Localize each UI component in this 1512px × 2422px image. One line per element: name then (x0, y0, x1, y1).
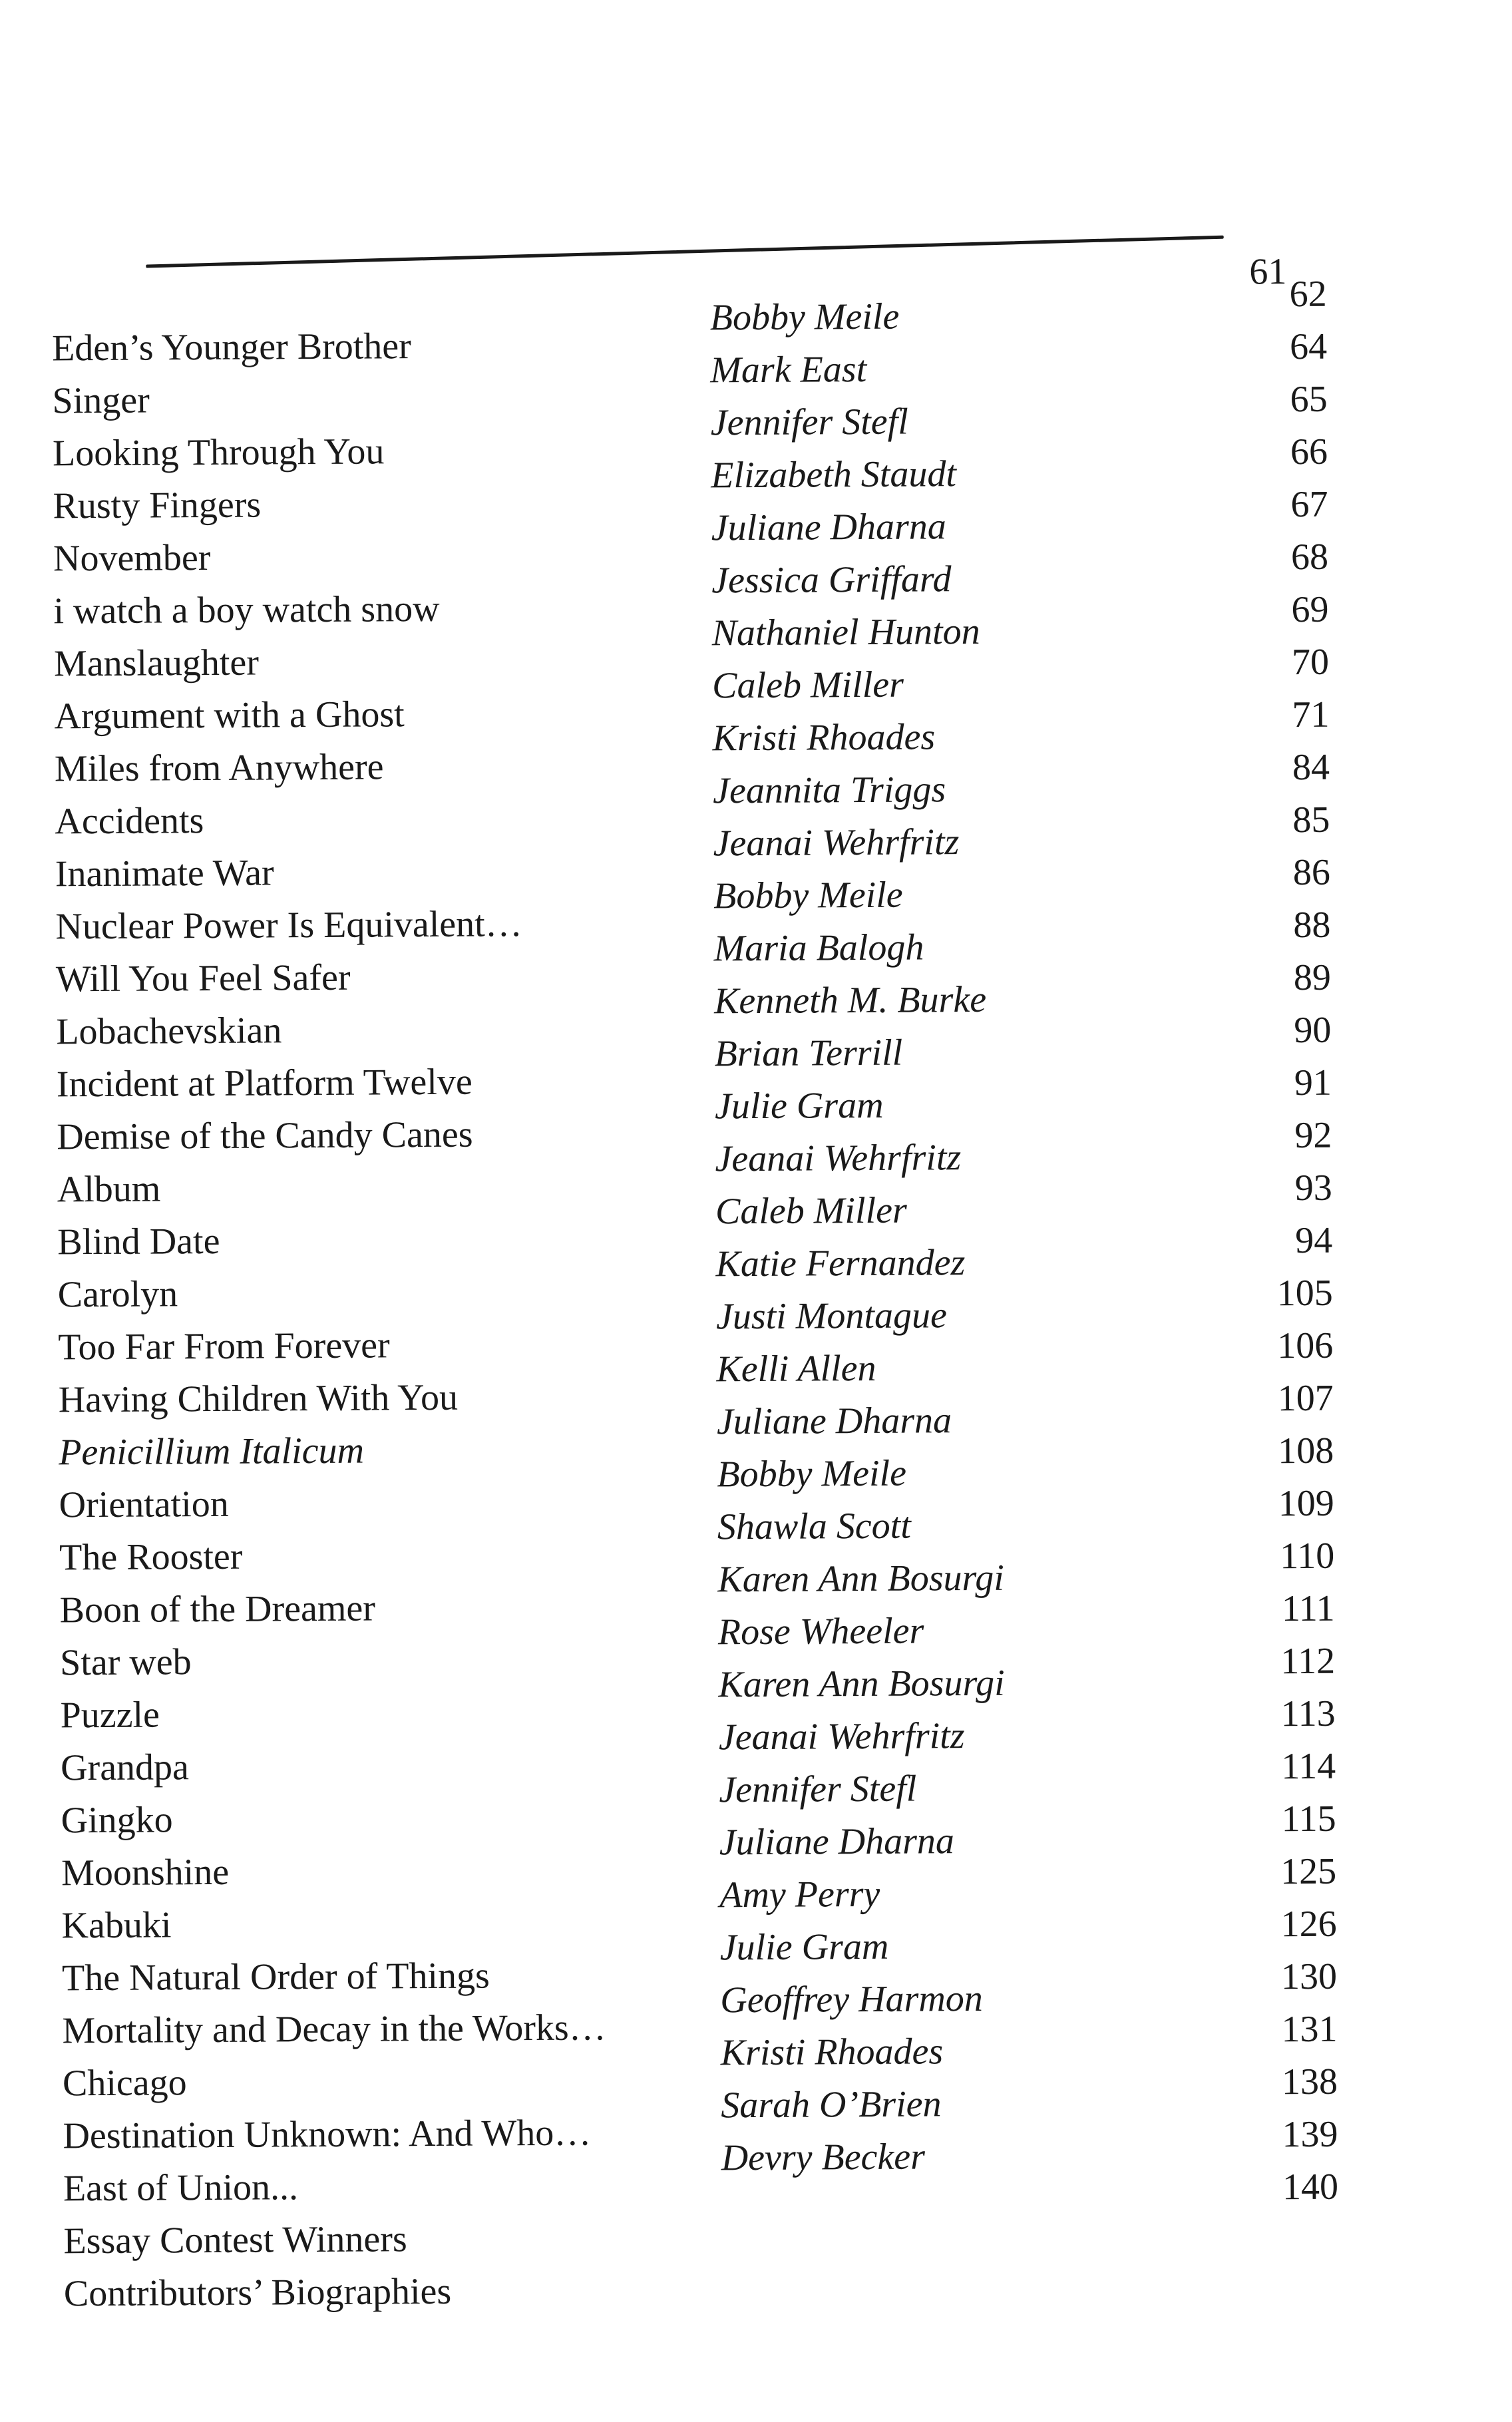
toc-entry-page: 131 (1281, 2008, 1338, 2051)
toc-entry-title: Inanimate War (55, 852, 274, 895)
toc-entry-title: Looking Through You (52, 431, 385, 475)
toc-entry-author: Kristi Rhoades (720, 2031, 944, 2074)
toc-entry-author: Caleb Miller (715, 1189, 907, 1233)
toc-entry-author: Shawla Scott (717, 1505, 911, 1548)
toc-entry-title: Carolyn (57, 1273, 178, 1316)
toc-entry-title: Orientation (59, 1483, 229, 1526)
toc-entry-title: Moonshine (61, 1851, 230, 1894)
toc-entry-page: 105 (1276, 1272, 1333, 1314)
toc-entry-author: Jeannita Triggs (712, 769, 946, 812)
toc-entry-page: 112 (1280, 1640, 1336, 1683)
toc-entry-author: Geoffrey Harmon (720, 1977, 983, 2021)
toc-entry-title: The Natural Order of Things (61, 1955, 490, 1999)
toc-entry-title: Gingko (61, 1799, 173, 1842)
toc-entry-author: Sarah O’Brien (721, 2083, 942, 2126)
toc-entry-page: 70 (1291, 641, 1330, 684)
toc-entry-title: Nuclear Power Is Equivalent… (55, 903, 522, 948)
toc-entry-title: Puzzle (60, 1694, 160, 1736)
toc-entry-page: 111 (1281, 1587, 1335, 1630)
toc-entry-title: Grandpa (60, 1746, 190, 1789)
toc-entry-author: Bobby Meile (713, 874, 903, 917)
toc-entry-author: Mark East (710, 348, 867, 391)
toc-entry-title: Singer (52, 379, 150, 422)
toc-entry-page: 115 (1281, 1798, 1336, 1840)
toc-entry-page: 139 (1282, 2113, 1338, 2156)
toc-entry-page: 88 (1293, 904, 1331, 946)
toc-entry-page: 92 (1294, 1114, 1332, 1157)
toc-entry-page: 64 (1289, 325, 1328, 368)
toc-entry-author: Kenneth M. Burke (713, 978, 987, 1022)
toc-entry-page: 94 (1295, 1219, 1333, 1262)
toc-entry-page: 113 (1280, 1693, 1336, 1735)
toc-entry-author: Karen Ann Bosurgi (717, 1557, 1004, 1601)
toc-entry-title: Manslaughter (53, 642, 260, 685)
toc-entry-author: Devry Becker (721, 2136, 926, 2179)
toc-entry-title: Mortality and Decay in the Works… (62, 2007, 606, 2052)
toc-entry-author: Julie Gram (719, 1925, 889, 1969)
toc-entry-author: Jeanai Wehrfritz (713, 821, 960, 865)
toc-entry-author: Nathaniel Hunton (711, 610, 980, 654)
toc-entry-page: 91 (1294, 1062, 1332, 1104)
toc-entry-title: November (53, 536, 211, 580)
toc-entry-page: 65 (1290, 378, 1328, 421)
toc-entry-page: 69 (1291, 588, 1329, 631)
toc-entry-author: Karen Ann Bosurgi (718, 1662, 1005, 1706)
toc-entry-page: 90 (1294, 1009, 1332, 1052)
toc-entry-author: Jeanai Wehrfritz (718, 1715, 965, 1758)
toc-entry-author: Katie Fernandez (715, 1242, 966, 1285)
toc-entry-page: 106 (1277, 1324, 1334, 1367)
toc-entry-title: Contributors’ Biographies (63, 2270, 452, 2315)
toc-entry-page: 71 (1292, 694, 1330, 736)
toc-entry (7, 2264, 1512, 2326)
toc-entry-page: 66 (1290, 431, 1328, 473)
toc-entry-page: 140 (1282, 2166, 1339, 2208)
toc-entry-page: 125 (1280, 1850, 1337, 1893)
toc-entry-title: Star web (59, 1641, 192, 1684)
toc-entry-author: Bobby Meile (717, 1452, 907, 1496)
toc-entry-title: Blind Date (57, 1220, 220, 1263)
toc-entry-title: Album (57, 1168, 161, 1211)
toc-entry-author: Jeanai Wehrfritz (715, 1137, 962, 1180)
toc-entry-title: Destination Unknown: And Who… (63, 2112, 592, 2157)
toc-entry-title: East of Union... (63, 2166, 299, 2210)
toc-entry-title: Argument with a Ghost (54, 694, 405, 737)
toc-entry-page: 68 (1290, 536, 1329, 578)
toc-entry-page: 84 (1292, 746, 1330, 789)
toc-entry-title: Rusty Fingers (53, 484, 262, 527)
toc-entry-author: Elizabeth Staudt (711, 453, 957, 497)
toc-entry-title: Kabuki (61, 1904, 172, 1947)
toc-entry-author: Maria Balogh (713, 926, 924, 970)
toc-entry-page: 130 (1280, 1955, 1338, 1998)
toc-entry-page: 114 (1281, 1745, 1336, 1788)
toc-entry-author: Amy Perry (719, 1873, 880, 1916)
toc-entry-author: Kelli Allen (716, 1347, 876, 1390)
toc-entry-page: 67 (1290, 483, 1328, 526)
toc-entry-page: 109 (1278, 1482, 1334, 1525)
toc-entry-title: Incident at Platform Twelve (56, 1061, 472, 1106)
toc-entry-page: 93 (1294, 1167, 1333, 1209)
toc-entry-author: Jennifer Stefl (719, 1768, 917, 1811)
toc-entry-author: Rose Wheeler (717, 1610, 924, 1653)
toc-entry-title: Will You Feel Safer (55, 956, 351, 1000)
toc-entry-author: Jessica Griffard (711, 558, 952, 602)
lead-page-number: 61 (1249, 251, 1287, 293)
toc-entry-title: Accidents (55, 800, 204, 843)
toc-entry-page: 138 (1281, 2061, 1338, 2103)
toc-entry-title: Penicillium Italicum (59, 1430, 365, 1474)
toc-entry-title: Lobachevskian (56, 1010, 282, 1053)
toc-entry-page: 107 (1277, 1377, 1334, 1420)
toc-entry-page: 62 (1289, 273, 1327, 315)
toc-entry-title: Too Far From Forever (58, 1324, 390, 1368)
toc-entry-author: Bobby Meile (709, 296, 900, 339)
toc-entry-title: Having Children With You (58, 1376, 459, 1421)
toc-entry-page: 86 (1292, 851, 1331, 894)
toc-entry-title: Chicago (62, 2062, 187, 2105)
toc-entry-author: Kristi Rhoades (712, 716, 936, 759)
toc-entry-title: i watch a boy watch snow (53, 588, 440, 632)
toc-entry-page: 126 (1280, 1903, 1337, 1945)
toc-entry-author: Juliane Dharna (711, 506, 946, 549)
toc-entry-title: Miles from Anywhere (54, 746, 384, 790)
toc-entry-author: Brian Terrill (714, 1032, 903, 1075)
toc-entry-title: Boon of the Dreamer (59, 1587, 376, 1631)
toc-entry-page: 89 (1293, 956, 1332, 999)
toc-entry-author: Juliane Dharna (719, 1820, 955, 1864)
toc-entry-author: Justi Montague (715, 1295, 948, 1338)
toc-entry-page: 108 (1278, 1430, 1334, 1472)
toc-entry-page: 110 (1280, 1535, 1335, 1577)
toc-entry-title: Essay Contest Winners (63, 2218, 407, 2262)
toc-entry-title: Demise of the Candy Canes (57, 1113, 473, 1158)
toc-entry-author: Jennifer Stefl (710, 401, 908, 444)
toc-entry-author: Julie Gram (714, 1084, 884, 1127)
toc-entry-title: The Rooster (59, 1535, 243, 1579)
toc-entry-page: 85 (1292, 799, 1330, 841)
toc-entry-author: Juliane Dharna (716, 1400, 952, 1443)
toc-entry-author: Caleb Miller (712, 664, 904, 707)
toc-entry-title: Eden’s Younger Brother (51, 325, 412, 369)
